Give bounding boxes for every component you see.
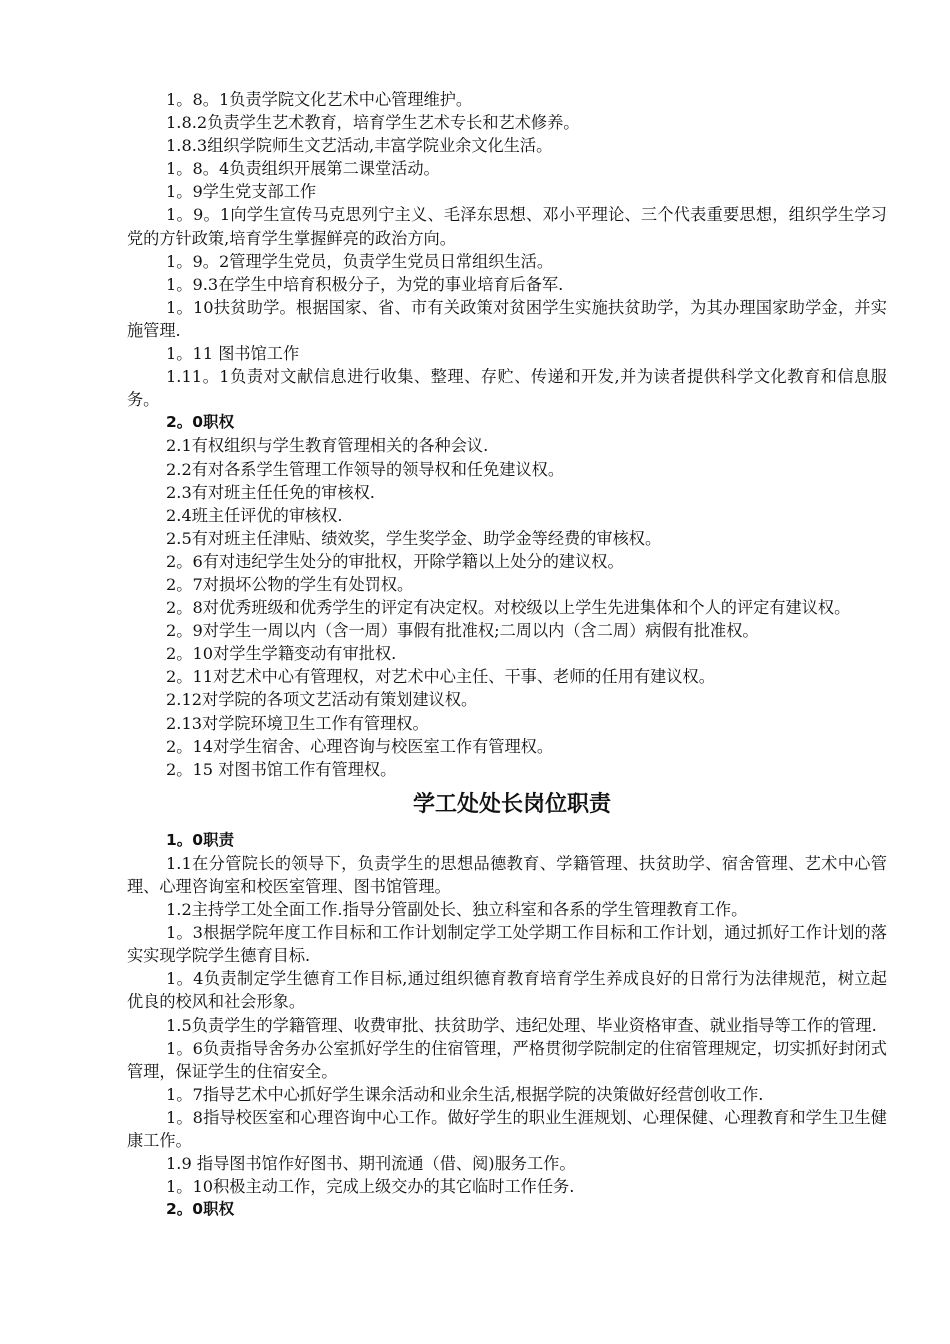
paragraph: 1。9。2管理学生党员，负责学生党员日常组织生活。: [166, 251, 554, 271]
duty-item: 1.5负责学生的学籍管理、收费审批、扶贫助学、违纪处理、毕业资格审查、就业指导等工作的管理.: [166, 1015, 877, 1035]
rights-item: 2。15 对图书馆工作有管理权。: [166, 759, 397, 779]
paragraph: 1。9。1向学生宣传马克思列宁主义、毛泽东思想、邓小平理论、三个代表重要思想，组织学生学习党的方针政策,培育学生掌握鲜亮的政治方向。: [127, 205, 887, 248]
paragraph: 1。9.3在学生中培育积极分子，为党的事业培育后备军.: [166, 274, 564, 294]
paragraph: 1.8.2负责学生艺术教育，培育学生艺术专长和艺术修养。: [166, 113, 580, 133]
paragraph: 1。10扶贫助学。根据国家、省、市有关政策对贫困学生实施扶贫助学，为其办理国家助学金，并实施管理.: [127, 297, 887, 340]
rights-item: 2.13对学院环境卫生工作有管理权。: [166, 713, 429, 733]
section-title: 学工处处长岗位职责: [412, 791, 611, 817]
section-heading-duties: 1。0职责: [166, 830, 235, 849]
rights-item: 2。14对学生宿舍、心理咨询与校医室工作有管理权。: [166, 736, 554, 756]
rights-item: 2.1有权组织与学生教育管理相关的各种会议.: [166, 436, 489, 456]
duty-item: 1。3根据学院年度工作目标和工作计划制定学工处学期工作目标和工作计划，通过抓好工作计划的落实实现学院学生德育目标.: [127, 923, 887, 966]
duty-item: 1.9 指导图书馆作好图书、期刊流通（借、阅)服务工作。: [166, 1154, 576, 1174]
duty-item: 1。6负责指导舍务办公室抓好学生的住宿管理，严格贯彻学院制定的住宿管理规定，切实抓好封闭式管理，保证学生的住宿安全。: [127, 1038, 887, 1081]
paragraph: 1.8.3组织学院师生文艺活动,丰富学院业余文化生活。: [166, 136, 553, 156]
rights-item: 2.2有对各系学生管理工作领导的领导权和任免建议权。: [166, 459, 565, 479]
rights-item: 2。7对损坏公物的学生有处罚权。: [166, 574, 414, 594]
duty-item: 1。10积极主动工作，完成上级交办的其它临时工作任务.: [166, 1177, 575, 1197]
duty-item: 1。8指导校医室和心理咨询中心工作。做好学生的职业生涯规划、心理保健、心理教育和学生卫生健康工作。: [127, 1107, 887, 1151]
duty-item: 1.1在分管院长的领导下，负责学生的思想品德教育、学籍管理、扶贫助学、宿舍管理、艺术中心管理、心理咨询室和校医室管理、图书馆管理。: [127, 853, 887, 896]
rights-item: 2.12对学院的各项文艺活动有策划建议权。: [166, 690, 478, 710]
rights-item: 2.5有对班主任津贴、绩效奖，学生奖学金、助学金等经费的审核权。: [166, 528, 662, 548]
rights-item: 2。8对优秀班级和优秀学生的评定有决定权。对校级以上学生先进集体和个人的评定有建议权。: [166, 598, 851, 618]
paragraph: 1。9学生党支部工作: [166, 182, 317, 202]
paragraph: 1。8。4负责组织开展第二课堂活动。: [166, 159, 440, 179]
rights-item: 2。11对艺术中心有管理权，对艺术中心主任、干事、老师的任用有建议权。: [166, 667, 715, 687]
paragraph: 1。11 图书馆工作: [166, 344, 300, 364]
duty-item: 1。7指导艺术中心抓好学生课余活动和业余生活,根据学院的决策做好经营创收工作.: [166, 1084, 764, 1104]
rights-item: 2.4班主任评优的审核权.: [166, 505, 343, 525]
rights-item: 2。10对学生学籍变动有审批权.: [166, 644, 397, 664]
rights-item: 2。9对学生一周以内（含一周）事假有批准权;二周以内（含二周）病假有批准权。: [166, 621, 759, 641]
document-body: [127, 88, 887, 1221]
rights-item: 2。6有对违纪学生处分的审批权，开除学籍以上处分的建议权。: [166, 551, 624, 571]
duty-item: 1。4负责制定学生德育工作目标,通过组织德育教育培育学生养成良好的日常行为法律规范，树立起优良的校风和社会形象。: [127, 969, 887, 1012]
paragraph: 1.11。1负责对文献信息进行收集、整理、存贮、传递和开发,并为读者提供科学文化教育和信息服务。: [127, 367, 887, 410]
duty-item: 1.2主持学工处全面工作.指导分管副处长、独立科室和各系的学生管理教育工作。: [166, 900, 748, 920]
section-heading-rights: 2。0职权: [166, 413, 235, 432]
rights-item: 2.3有对班主任任免的审核权.: [166, 482, 375, 502]
paragraph: 1。8。1负责学院文化艺术中心管理维护。: [166, 90, 473, 109]
section-heading-rights-2: 2。0职权: [166, 1200, 235, 1219]
